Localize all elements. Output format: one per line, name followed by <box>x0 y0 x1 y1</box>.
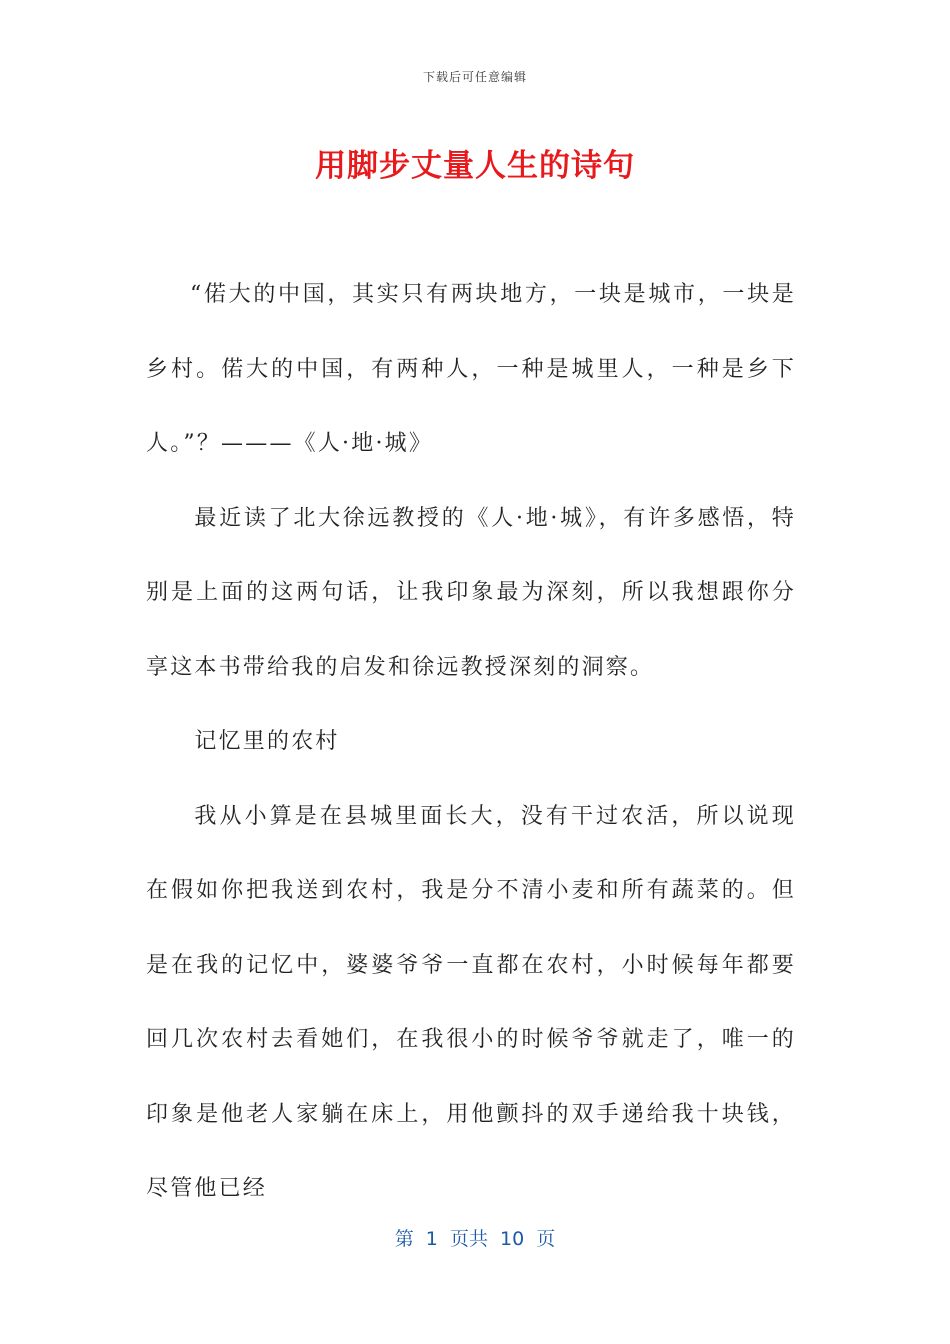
document-body <box>146 258 796 1227</box>
section-heading: 记忆里的农村 <box>194 729 340 754</box>
header-note: 下载后可任意编辑 <box>422 70 527 84</box>
page-footer: 第 1 页共 10 页 <box>394 1228 556 1250</box>
paragraph-intro: 最近读了北大徐远教授的《人·地·城》，有许多感悟，特别是上面的这两句话，让我印象最为深刻，所以我想跟你分享这本书带给我的启发和徐远教授深刻的洞察。 <box>146 505 796 680</box>
paragraph-quote: “偌大的中国，其实只有两块地方，一块是城市，一块是乡村。偌大的中国，有两种人，一种是城里人，一种是乡下人。”？———《人·地·城》 <box>146 282 796 456</box>
paragraph-memory: 我从小算是在县城里面长大，没有干过农活，所以说现在假如你把我送到农村，我是分不清小麦和所有蔬菜的。但是在我的记忆中，婆婆爷爷一直都在农村，小时候每年都要回几次农村去看她们，在我很小的时候爷爷就走了，唯一的印象是他老人家躺在床上，用他颤抖的双手递给我十块钱，尽管他已经 <box>146 803 796 1201</box>
document-title: 用脚步丈量人生的诗句 <box>315 148 635 184</box>
